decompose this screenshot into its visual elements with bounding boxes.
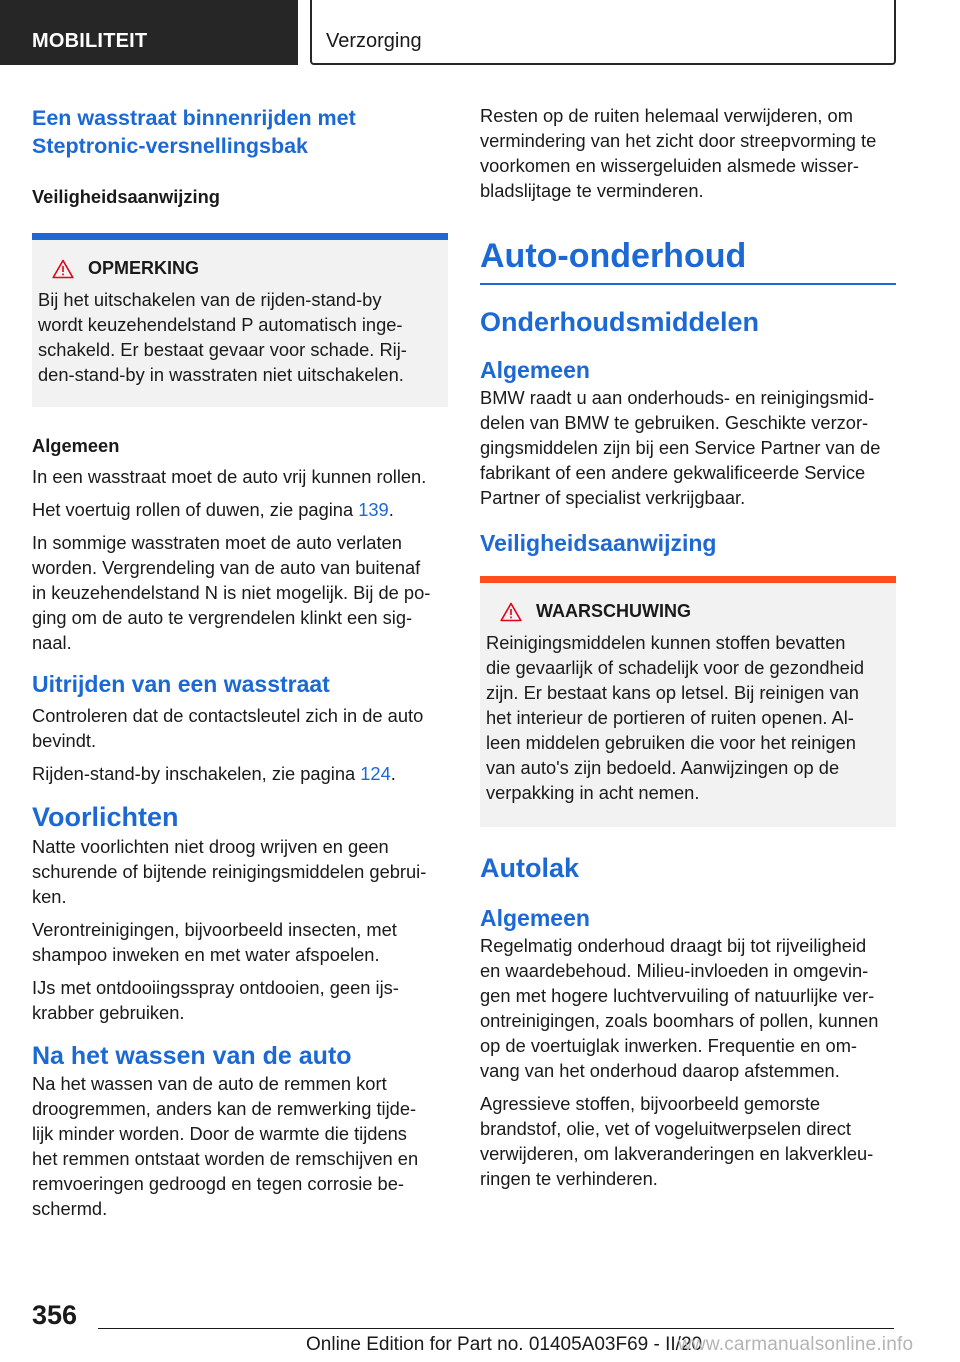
section-tab: MOBILITEIT: [0, 0, 298, 65]
paragraph: Het voertuig rollen of duwen, zie pagina 139.: [32, 499, 394, 520]
paragraph: IJs met ontdooiingsspray ontdooien, geen ijs- krabber gebruiken.: [32, 977, 399, 1023]
left-column: [32, 100, 448, 1229]
paragraph: Controleren dat de contactsleutel zich in de auto bevindt.: [32, 705, 424, 751]
paragraph: Regelmatig onderhoud draagt bij tot rijveiligheid en waardebehoud. Milieu-invloeden in omgevin- gen met hogere luchtvervuiling of natuurlijke ver- ontreinigingen, zoals boomhars of pollen, kunnen op de voertuiglak inwerken. Frequentie en om- vang van het onderhoud daarop afstemmen.: [480, 935, 879, 1081]
heading-care-products: Onderhoudsmiddelen: [480, 307, 760, 337]
heading-safety: Veiligheidsaanwijzing: [480, 530, 717, 556]
heading-headlights: Voorlichten: [32, 802, 179, 832]
general-label: Algemeen: [32, 435, 120, 456]
heading-car-wash: [32, 104, 448, 160]
page-link[interactable]: 124: [360, 763, 391, 784]
heading-after-wash: Na het wassen van de auto: [32, 1042, 352, 1070]
heading-line: Steptronic-versnellingsbak: [32, 134, 308, 158]
warning-bar: [480, 576, 896, 583]
paragraph: In sommige wasstraten moet de auto verlaten worden. Vergrendeling van de auto van buitenaf in keuzehendelstand N is niet mogelijk. Bij de po- ging om de auto te vergrendelen klinkt een sig- naal.: [32, 532, 431, 653]
heading-exit: Uitrijden van een wasstraat: [32, 671, 330, 697]
heading-general: Algemeen: [480, 357, 590, 383]
paragraph: BMW raadt u aan onderhouds- en reinigingsmid- delen van BMW te gebruiken. Geschikte verzor- gingsmiddelen zijn bij een Service Partner van de fabrikant of een andere gekwalificeerde Service Partner of specialist verkrijgbaar.: [480, 387, 881, 508]
warning-triangle-icon: [52, 259, 74, 279]
paragraph: Verontreinigingen, bijvoorbeeld insecten, met shampoo inweken en met water afspoelen.: [32, 919, 397, 965]
page-number: 356: [32, 1300, 78, 1330]
warning-triangle-icon: [500, 602, 522, 622]
paragraph: Agressieve stoffen, bijvoorbeeld gemorste brandstof, olie, vet of vogeluitwerpselen direct verwijderen, om lakveranderingen en lakverkleu- ringen te verhinderen.: [480, 1093, 874, 1189]
heading-car-care: Auto-onderhoud: [480, 237, 747, 275]
heading-paint: Autolak: [480, 853, 580, 883]
notice-text: Bij het uitschakelen van de rijden-stand-by wordt keuzehendelstand P automatisch inge- schakeld. Er bestaat gevaar voor schade. Rij- den-stand-by in wasstraten niet uitschakelen.: [38, 289, 407, 385]
right-column: [480, 103, 896, 1199]
warning-text: Reinigingsmiddelen kunnen stoffen bevatten die gevaarlijk of schadelijk voor de gezondheid zijn. Er bestaat kans op letsel. Bij reinigen van het interieur de portieren of ruiten openen. Al- leen middelen gebruiken die voor het reinigen van auto's zijn bedoeld. Aanwijzingen op de verpakking in acht nemen.: [486, 632, 865, 803]
paragraph: Na het wassen van de auto de remmen kort droogremmen, anders kan de remwerking tijde- lijk minder worden. Door de warmte die tijdens het remmen ontstaat worden de remschijven en remvoeringen gedroogd en tegen corrosie be- schermd.: [32, 1073, 419, 1219]
footer-watermark[interactable]: www.carmanualsonline.info: [678, 1334, 914, 1355]
paragraph: Natte voorlichten niet droog wrijven en geen schurende of bijtende reinigingsmiddelen gebrui- ken.: [32, 836, 427, 907]
notice-title: OPMERKING: [88, 258, 200, 278]
heading-line: Een wasstraat binnenrijden met: [32, 106, 356, 130]
page-link[interactable]: 139: [358, 499, 389, 520]
footer-edition: Online Edition for Part no. 01405A03F69 - II/20: [306, 1334, 703, 1355]
footer-rule: [98, 1328, 894, 1329]
warning-title: WAARSCHUWING: [536, 601, 691, 621]
paragraph: Rijden-stand-by inschakelen, zie pagina 124.: [32, 763, 396, 784]
safety-label: Veiligheidsaanwijzing: [32, 186, 220, 207]
chapter-tab: Verzorging: [310, 0, 896, 65]
heading-rule: [480, 283, 896, 285]
notice-box: [32, 233, 448, 407]
paragraph: Resten op de ruiten helemaal verwijderen, om vermindering van het zicht door streepvorming te voorkomen en wissergeluiden alsmede wisser- bladslijtage te verminderen.: [480, 105, 877, 201]
paragraph: In een wasstraat moet de auto vrij kunnen rollen.: [32, 466, 427, 487]
notice-bar: [32, 233, 448, 240]
warning-box: [480, 576, 896, 827]
heading-general: Algemeen: [480, 905, 590, 931]
